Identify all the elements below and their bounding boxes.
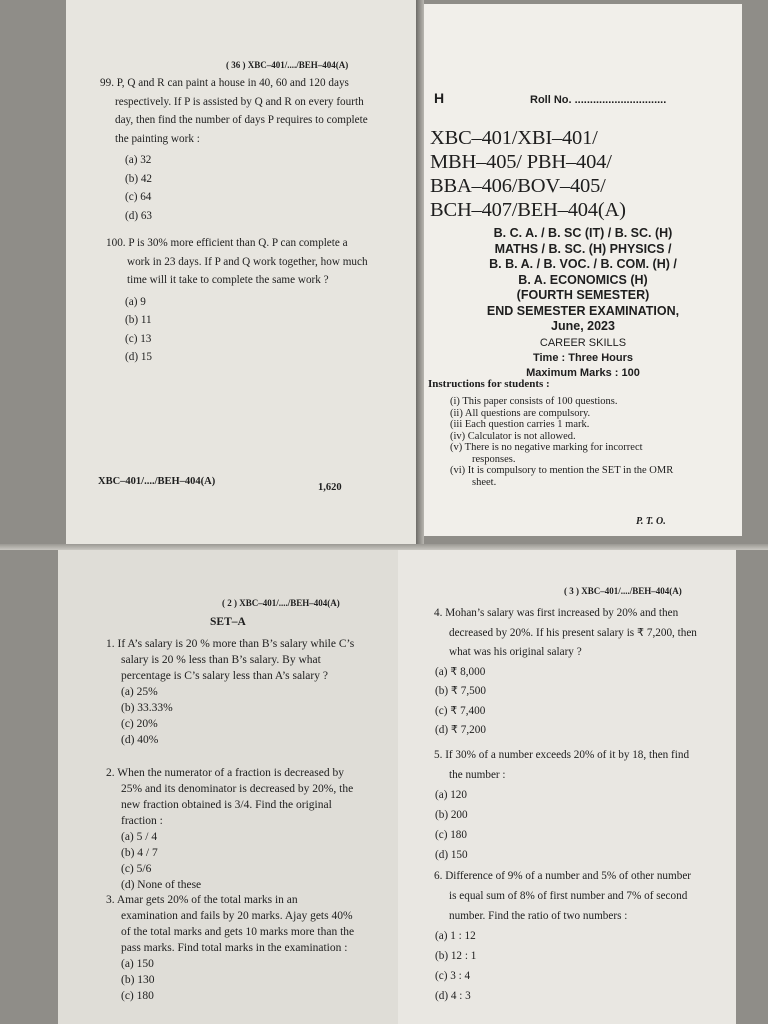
page-2 xyxy=(58,550,416,1024)
programme-list xyxy=(424,226,742,335)
question-99 xyxy=(100,74,368,225)
option-d: (d) 40% xyxy=(121,734,159,746)
option-b: (b) 42 xyxy=(125,172,153,185)
question-text: 1. If A’s salary is 20 % more than B’s salary while C’s salary is 20 % less than B’s salary. By what percentage is C’s salary less than A’s salary ? xyxy=(106,638,355,682)
page-fold-shadow xyxy=(416,0,424,548)
option-b: (b) 33.33% xyxy=(121,702,173,714)
paper-code-line: BCH–407/BEH–404(A) xyxy=(430,199,626,221)
option-d: (d) 4 : 3 xyxy=(435,990,471,1002)
instruction-item: (ii) All questions are compulsory. xyxy=(450,407,591,419)
option-c: (c) 13 xyxy=(125,332,152,345)
semester-label: (FOURTH SEMESTER) xyxy=(516,288,650,302)
instructions-title: Instructions for students : xyxy=(428,378,550,390)
question-text: 6. Difference of 9% of a number and 5% of other number is equal sum of 8% of first number and 7% of second number. Find the ratio of two numbers : xyxy=(434,870,692,922)
option-d: (d) 15 xyxy=(125,351,153,363)
instruction-item: (i) This paper consists of 100 questions. xyxy=(450,396,618,407)
subject-name: CAREER SKILLS xyxy=(539,337,627,349)
question-text: 99. P, Q and R can paint a house in 40, 60 and 120 days respectively. If P is assisted by Q and R on every fourth day, then find the number of days P requires to complete the painting work : xyxy=(100,77,368,145)
set-letter: H xyxy=(434,90,445,106)
programme-line: B. B. A. / B. VOC. / B. COM. (H) / xyxy=(489,257,677,271)
option-d: (d) ₹ 7,200 xyxy=(435,724,486,736)
option-b: (b) ₹ 7,500 xyxy=(435,685,486,697)
roll-number-field: Roll No. .............................. xyxy=(530,94,667,106)
paper-codes xyxy=(430,126,742,222)
option-a: (a) ₹ 8,000 xyxy=(435,665,486,678)
paper-code-line: BBA–406/BOV–405/ xyxy=(430,175,606,197)
page-header: ( 36 ) XBC–401/..../BEH–404(A) xyxy=(226,60,349,70)
instruction-item: (iv) Calculator is not allowed. xyxy=(450,430,576,442)
question-1 xyxy=(106,636,356,748)
question-text: 2. When the numerator of a fraction is decreased by 25% and its denominator is decreased by 20%, the new fraction obtained is 3/4. Find the original fraction : xyxy=(106,767,354,827)
option-a: (a) 25% xyxy=(121,686,158,698)
programme-line: B. A. ECONOMICS (H) xyxy=(518,272,648,287)
option-c: (c) ₹ 7,400 xyxy=(435,704,486,717)
option-c: (c) 20% xyxy=(121,718,158,730)
instruction-item: (v) There is no negative marking for incorrect responses. xyxy=(450,442,643,465)
question-4 xyxy=(434,604,700,741)
cover-page xyxy=(424,4,742,536)
page-3 xyxy=(398,550,736,1024)
footer-code: XBC–401/..../BEH–404(A) xyxy=(98,476,216,487)
option-a: (a) 120 xyxy=(435,789,467,801)
programme-line: B. C. A. / B. SC (IT) / B. SC. (H) xyxy=(493,226,673,240)
question-2 xyxy=(106,765,356,893)
instructions-list xyxy=(450,396,680,488)
page-36 xyxy=(66,0,416,548)
option-b: (b) 130 xyxy=(121,974,155,986)
option-a: (a) 5 / 4 xyxy=(121,831,158,843)
question-text: 5. If 30% of a number exceeds 20% of it by 18, then find the number : xyxy=(434,749,690,781)
question-text: 4. Mohan’s salary was first increased by 20% and then decreased by 20%. If his present salary is ₹ 7,200, then what was his original salary ? xyxy=(434,607,697,658)
question-6 xyxy=(434,866,700,1006)
footer-count: 1,620 xyxy=(318,482,342,493)
page-header: ( 3 ) XBC–401/..../BEH–404(A) xyxy=(564,586,682,596)
option-a: (a) 9 xyxy=(125,295,146,308)
paper-code-line: MBH–405/ PBH–404/ xyxy=(430,151,612,173)
option-d: (d) 63 xyxy=(125,209,153,222)
question-100 xyxy=(106,234,370,367)
question-text: 3. Amar gets 20% of the total marks in an examination and fails by 20 marks. Ajay gets 40% of the total marks and gets 10 marks more than the pass marks. Find total marks in the examination : xyxy=(106,894,355,954)
exam-title: END SEMESTER EXAMINATION, xyxy=(486,303,680,318)
question-5 xyxy=(434,745,700,865)
option-c: (c) 3 : 4 xyxy=(435,970,471,982)
page-edge-shadow xyxy=(0,544,768,550)
programme-line: MATHS / B. SC. (H) PHYSICS / xyxy=(494,241,672,256)
option-c: (c) 5/6 xyxy=(121,863,152,875)
option-b: (b) 12 : 1 xyxy=(435,950,477,962)
option-d: (d) None of these xyxy=(121,879,202,891)
question-3 xyxy=(106,892,356,1004)
option-b: (b) 11 xyxy=(125,314,152,326)
option-b: (b) 200 xyxy=(435,809,468,821)
instruction-item: (vi) It is compulsory to mention the SET in the OMR sheet. xyxy=(450,465,674,488)
set-label: SET–A xyxy=(210,616,246,628)
option-d: (d) 150 xyxy=(435,849,468,861)
option-c: (c) 180 xyxy=(121,990,154,1002)
option-a: (a) 32 xyxy=(125,154,152,166)
exam-date: June, 2023 xyxy=(551,319,615,333)
option-c: (c) 64 xyxy=(125,191,152,203)
option-b: (b) 4 / 7 xyxy=(121,847,158,859)
option-a: (a) 150 xyxy=(121,958,154,970)
option-c: (c) 180 xyxy=(435,829,467,841)
page-header: ( 2 ) XBC–401/..../BEH–404(A) xyxy=(222,598,340,608)
maximum-marks: Maximum Marks : 100 xyxy=(526,367,640,379)
paper-code-line: XBC–401/XBI–401/ xyxy=(430,127,598,149)
time-allowed: Time : Three Hours xyxy=(532,352,634,364)
please-turn-over: P. T. O. xyxy=(636,516,666,527)
question-text: 100. P is 30% more efficient than Q. P can complete a work in 23 days. If P and Q work together, how much time will it take to complete the same work ? xyxy=(106,237,368,286)
instruction-item: (iii Each question carries 1 mark. xyxy=(450,419,590,430)
option-a: (a) 1 : 12 xyxy=(435,930,476,942)
